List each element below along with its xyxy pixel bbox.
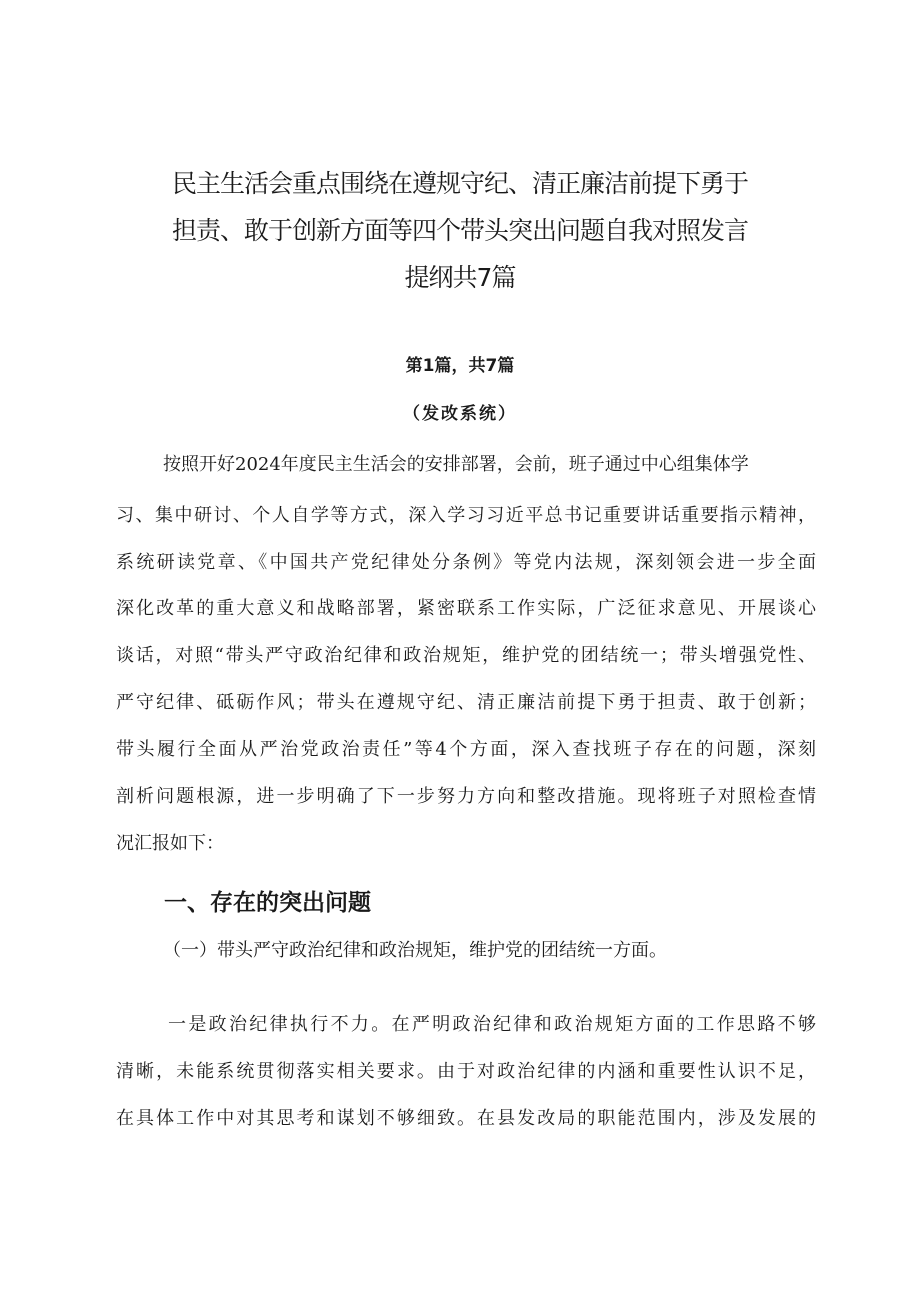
intro-line-5: 谈话，对照“带头严守政治纪律和政治规矩，维护党的团结统一；带头增强党性、 (116, 645, 816, 666)
subsection-heading: （一）带头严守政治纪律和政治规矩，维护党的团结统一方面。 (163, 940, 667, 961)
document-title-line-3: 提纲共7篇 (404, 263, 516, 292)
intro-line-3: 系统研读党章、《中国共产党纪律处分条例》等党内法规，深刻领会进一步全面 (116, 552, 816, 573)
part-label: 第1篇，共7篇 (405, 356, 515, 376)
system-label: （发改系统） (403, 404, 517, 424)
intro-line-9: 况汇报如下： (116, 833, 224, 854)
intro-line-1: 按照开好2024年度民主生活会的安排部署，会前，班子通过中心组集体学 (163, 454, 749, 475)
body-line-2: 清晰，未能系统贯彻落实相关要求。由于对政治纪律的内涵和重要性认识不足， (116, 1061, 816, 1082)
body-line-3: 在具体工作中对其思考和谋划不够细致。在县发改局的职能范围内，涉及发展的 (116, 1108, 816, 1129)
intro-line-4: 深化改革的重大意义和战略部署，紧密联系工作实际，广泛征求意见、开展谈心 (116, 598, 816, 619)
section-heading: 一、存在的突出问题 (164, 890, 371, 916)
intro-line-6: 严守纪律、砥砺作风；带头在遵规守纪、清正廉洁前提下勇于担责、敢于创新； (116, 692, 816, 713)
document-title-line-1: 民主生活会重点围绕在遵规守纪、清正廉洁前提下勇于 (171, 169, 748, 198)
intro-line-2: 习、集中研讨、个人自学等方式，深入学习习近平总书记重要讲话重要指示精神， (116, 505, 816, 526)
body-line-1: 一是政治纪律执行不力。在严明政治纪律和政治规矩方面的工作思路不够 (168, 1014, 816, 1035)
intro-line-7: 带头履行全面从严治党政治责任”等4个方面，深入查找班子存在的问题，深刻 (116, 739, 816, 760)
document-title-line-2: 担责、敢于创新方面等四个带头突出问题自我对照发言 (171, 216, 748, 245)
intro-line-8: 剖析问题根源，进一步明确了下一步努力方向和整改措施。现将班子对照检查情 (116, 786, 816, 807)
